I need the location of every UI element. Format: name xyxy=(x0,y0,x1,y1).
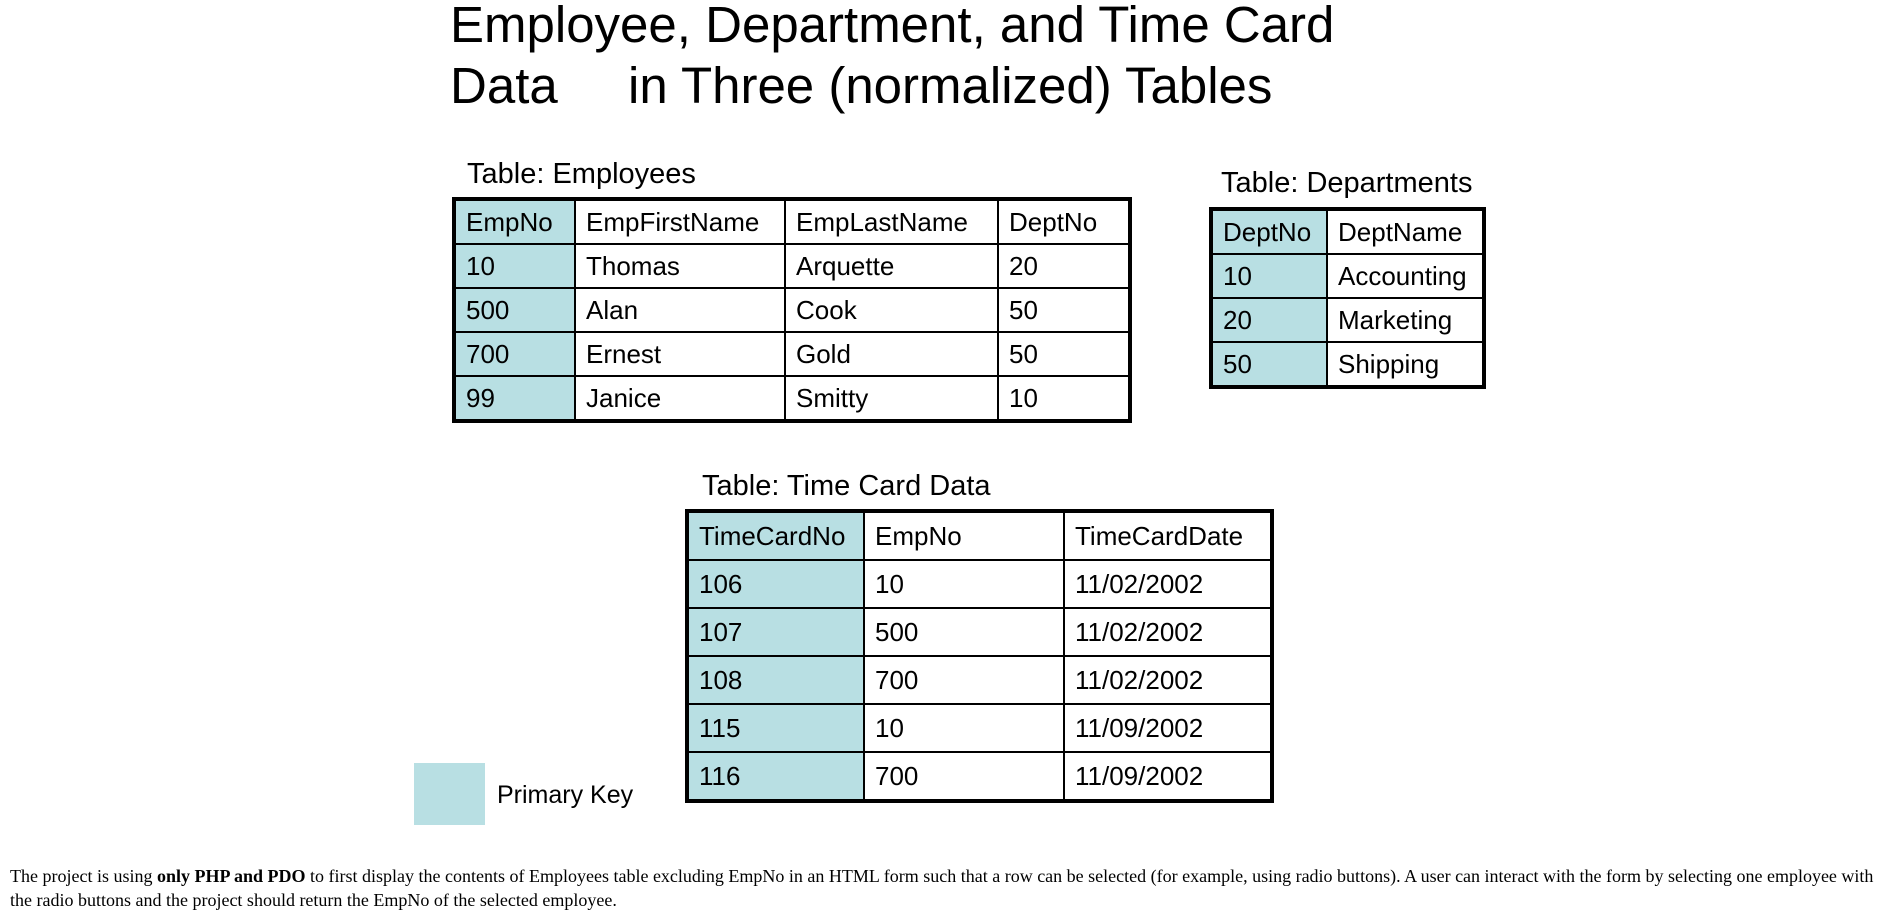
column-header: EmpNo xyxy=(864,511,1064,560)
table-header-row xyxy=(454,199,1130,244)
table-cell: Arquette xyxy=(785,244,998,288)
table-cell: 11/02/2002 xyxy=(1064,656,1272,704)
table-cell: 10 xyxy=(864,704,1064,752)
table-cell: 107 xyxy=(687,608,864,656)
table-cell: 700 xyxy=(864,752,1064,801)
table-row xyxy=(687,656,1272,704)
column-header: DeptName xyxy=(1327,209,1484,254)
table-cell: Marketing xyxy=(1327,298,1484,342)
table-cell: 115 xyxy=(687,704,864,752)
table-cell: 500 xyxy=(864,608,1064,656)
description-text-1: The project is using xyxy=(10,866,157,886)
table-row xyxy=(687,704,1272,752)
table-row xyxy=(1211,254,1484,298)
column-header: EmpLastName xyxy=(785,199,998,244)
table-cell: 11/09/2002 xyxy=(1064,704,1272,752)
description-text-2: to first display the contents of Employees table excluding EmpNo in an HTML form such that a row can be selected (for example, using radio buttons). A user can interact with the form by selecting one employee with the radio buttons and the project should return the EmpNo of the selected employee. xyxy=(10,866,1874,910)
column-header: EmpNo xyxy=(454,199,575,244)
table-cell: 20 xyxy=(998,244,1130,288)
table-cell: 700 xyxy=(864,656,1064,704)
table-cell: 11/09/2002 xyxy=(1064,752,1272,801)
table-header-row xyxy=(687,511,1272,560)
table-cell: Gold xyxy=(785,332,998,376)
table-cell: 50 xyxy=(998,332,1130,376)
table-cell: 11/02/2002 xyxy=(1064,608,1272,656)
table-cell: Alan xyxy=(575,288,785,332)
table-cell: 700 xyxy=(454,332,575,376)
table-row xyxy=(1211,298,1484,342)
column-header: DeptNo xyxy=(998,199,1130,244)
table-cell: 10 xyxy=(864,560,1064,608)
column-header: TimeCardNo xyxy=(687,511,864,560)
table-cell: Shipping xyxy=(1327,342,1484,387)
title-line-1: Employee, Department, and Time Card Data xyxy=(450,0,1335,114)
table-cell: 11/02/2002 xyxy=(1064,560,1272,608)
employees-table-caption: Table: Employees xyxy=(467,158,696,190)
table-cell: Smitty xyxy=(785,376,998,421)
table-header-row xyxy=(1211,209,1484,254)
project-description xyxy=(10,864,1890,912)
table-cell: Cook xyxy=(785,288,998,332)
departments-table-caption: Table: Departments xyxy=(1221,167,1473,199)
table-row xyxy=(454,376,1130,421)
table-cell: 500 xyxy=(454,288,575,332)
column-header: TimeCardDate xyxy=(1064,511,1272,560)
table-row xyxy=(454,332,1130,376)
timecards-table-caption: Table: Time Card Data xyxy=(702,470,991,502)
table-cell: 10 xyxy=(998,376,1130,421)
table-row xyxy=(454,244,1130,288)
table-row xyxy=(687,752,1272,801)
timecards-table xyxy=(685,509,1274,803)
table-row xyxy=(1211,342,1484,387)
table-cell: Accounting xyxy=(1327,254,1484,298)
title-line-2: in Three (normalized) Tables xyxy=(628,57,1273,114)
column-header: EmpFirstName xyxy=(575,199,785,244)
table-cell: 50 xyxy=(1211,342,1327,387)
primary-key-legend-label: Primary Key xyxy=(497,781,634,809)
table-cell: Ernest xyxy=(575,332,785,376)
table-cell: 10 xyxy=(1211,254,1327,298)
table-cell: 50 xyxy=(998,288,1130,332)
table-row xyxy=(687,608,1272,656)
table-row xyxy=(454,288,1130,332)
table-cell: 108 xyxy=(687,656,864,704)
table-cell: Thomas xyxy=(575,244,785,288)
table-cell: 99 xyxy=(454,376,575,421)
table-cell: 20 xyxy=(1211,298,1327,342)
table-row xyxy=(687,560,1272,608)
departments-table xyxy=(1209,207,1486,389)
table-cell: 116 xyxy=(687,752,864,801)
table-cell: 106 xyxy=(687,560,864,608)
table-cell: 10 xyxy=(454,244,575,288)
description-bold-text: only PHP and PDO xyxy=(156,866,306,886)
table-cell: Janice xyxy=(575,376,785,421)
primary-key-legend-swatch xyxy=(414,763,485,825)
employees-table xyxy=(452,197,1132,423)
column-header: DeptNo xyxy=(1211,209,1327,254)
